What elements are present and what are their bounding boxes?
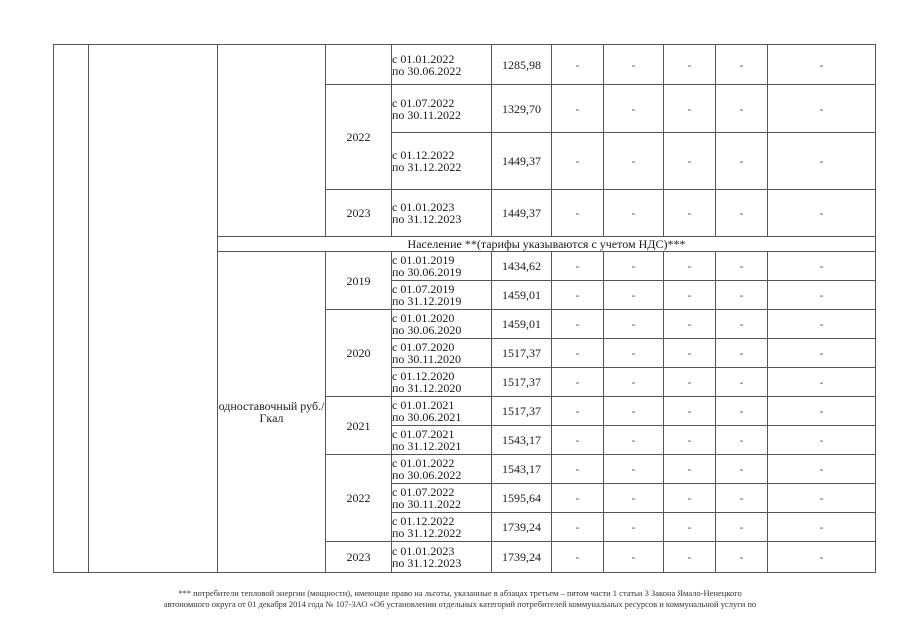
dash-cell: - [768,281,876,310]
tariff-type-cell: одноставочный руб./Гкал [218,252,326,573]
dash-cell: - [664,368,716,397]
dash-cell: - [768,513,876,542]
dash-cell: - [664,252,716,281]
period-cell: с 01.01.2020 по 30.06.2020 [392,310,492,339]
price-cell: 1517,37 [492,397,552,426]
price-cell: 1543,17 [492,426,552,455]
dash-cell: - [664,310,716,339]
footnote [40,588,880,610]
section-banner: Население **(тарифы указываются с учетом НДС)*** [218,237,876,252]
year-cell-blank [326,45,392,85]
dash-cell: - [604,484,664,513]
dash-cell: - [552,339,604,368]
column-1-blank [54,45,89,573]
dash-cell: - [552,542,604,573]
period-cell: с 01.07.2021 по 31.12.2021 [392,426,492,455]
dash-cell: - [664,190,716,237]
dash-cell: - [552,190,604,237]
dash-cell: - [552,455,604,484]
dash-cell: - [664,397,716,426]
dash-cell: - [768,190,876,237]
dash-cell: - [768,252,876,281]
period-cell: с 01.07.2019 по 31.12.2019 [392,281,492,310]
dash-cell: - [604,426,664,455]
price-cell: 1434,62 [492,252,552,281]
dash-cell: - [716,426,768,455]
dash-cell: - [664,281,716,310]
period-cell: с 01.01.2023 по 31.12.2023 [392,542,492,573]
period-cell: с 01.12.2022 по 31.12.2022 [392,513,492,542]
dash-cell: - [552,426,604,455]
dash-cell: - [604,397,664,426]
dash-cell: - [552,133,604,190]
year-cell: 2022 [326,85,392,190]
dash-cell: - [716,281,768,310]
price-cell: 1543,17 [492,455,552,484]
dash-cell: - [552,368,604,397]
dash-cell: - [716,339,768,368]
price-cell: 1459,01 [492,310,552,339]
period-cell: с 01.12.2020 по 31.12.2020 [392,368,492,397]
dash-cell: - [716,368,768,397]
dash-cell: - [664,133,716,190]
price-cell: 1517,37 [492,339,552,368]
price-cell: 1329,70 [492,85,552,133]
dash-cell: - [716,45,768,85]
dash-cell: - [604,542,664,573]
period-cell: с 01.07.2020 по 30.11.2020 [392,339,492,368]
dash-cell: - [552,281,604,310]
price-cell: 1449,37 [492,133,552,190]
price-cell: 1459,01 [492,281,552,310]
dash-cell: - [768,455,876,484]
footnote-line-2: автономного округа от 01 декабря 2014 года № 107-ЗАО «Об установлении отдельных категорий потребителей коммунальных ресурсов и коммунальной услуги по [163,599,757,609]
dash-cell: - [604,252,664,281]
dash-cell: - [604,281,664,310]
year-cell: 2023 [326,190,392,237]
dash-cell: - [716,542,768,573]
dash-cell: - [716,455,768,484]
dash-cell: - [552,513,604,542]
period-cell: с 01.01.2021 по 30.06.2021 [392,397,492,426]
dash-cell: - [716,133,768,190]
year-cell: 2020 [326,310,392,397]
dash-cell: - [664,339,716,368]
dash-cell: - [716,190,768,237]
dash-cell: - [768,368,876,397]
year-cell: 2019 [326,252,392,310]
price-cell: 1739,24 [492,513,552,542]
year-cell: 2022 [326,455,392,542]
dash-cell: - [768,397,876,426]
dash-cell: - [716,310,768,339]
period-cell: с 01.01.2023 по 31.12.2023 [392,190,492,237]
price-cell: 1595,64 [492,484,552,513]
dash-cell: - [552,397,604,426]
price-cell: 1449,37 [492,190,552,237]
year-cell: 2023 [326,542,392,573]
dash-cell: - [716,252,768,281]
dash-cell: - [768,484,876,513]
dash-cell: - [664,85,716,133]
dash-cell: - [664,455,716,484]
column-2-blank [89,45,218,573]
dash-cell: - [768,45,876,85]
price-cell: 1517,37 [492,368,552,397]
period-cell: с 01.07.2022 по 30.11.2022 [392,85,492,133]
period-cell: с 01.12.2022 по 31.12.2022 [392,133,492,190]
dash-cell: - [604,455,664,484]
dash-cell: - [664,484,716,513]
column-3-blank [218,45,326,237]
price-cell: 1739,24 [492,542,552,573]
dash-cell: - [716,85,768,133]
dash-cell: - [768,310,876,339]
dash-cell: - [552,252,604,281]
tariff-table [53,44,876,573]
footnote-line-1: *** потребители тепловой энергии (мощности), имеющие право на льготы, указанные в абзацах третьем – пятом части 1 статьи 3 Закона Ямало-Ненецкого [178,588,742,598]
dash-cell: - [604,310,664,339]
period-cell: с 01.01.2022 по 30.06.2022 [392,455,492,484]
dash-cell: - [552,85,604,133]
dash-cell: - [552,484,604,513]
dash-cell: - [604,513,664,542]
dash-cell: - [768,542,876,573]
dash-cell: - [716,484,768,513]
dash-cell: - [768,339,876,368]
dash-cell: - [604,339,664,368]
dash-cell: - [604,133,664,190]
dash-cell: - [604,368,664,397]
dash-cell: - [664,542,716,573]
dash-cell: - [768,426,876,455]
dash-cell: - [664,426,716,455]
period-cell: с 01.01.2022 по 30.06.2022 [392,45,492,85]
dash-cell: - [552,45,604,85]
dash-cell: - [604,190,664,237]
dash-cell: - [716,397,768,426]
dash-cell: - [604,85,664,133]
dash-cell: - [664,513,716,542]
dash-cell: - [552,310,604,339]
dash-cell: - [768,85,876,133]
dash-cell: - [768,133,876,190]
period-cell: с 01.01.2019 по 30.06.2019 [392,252,492,281]
price-cell: 1285,98 [492,45,552,85]
dash-cell: - [664,45,716,85]
year-cell: 2021 [326,397,392,455]
dash-cell: - [716,513,768,542]
period-cell: с 01.07.2022 по 30.11.2022 [392,484,492,513]
dash-cell: - [604,45,664,85]
